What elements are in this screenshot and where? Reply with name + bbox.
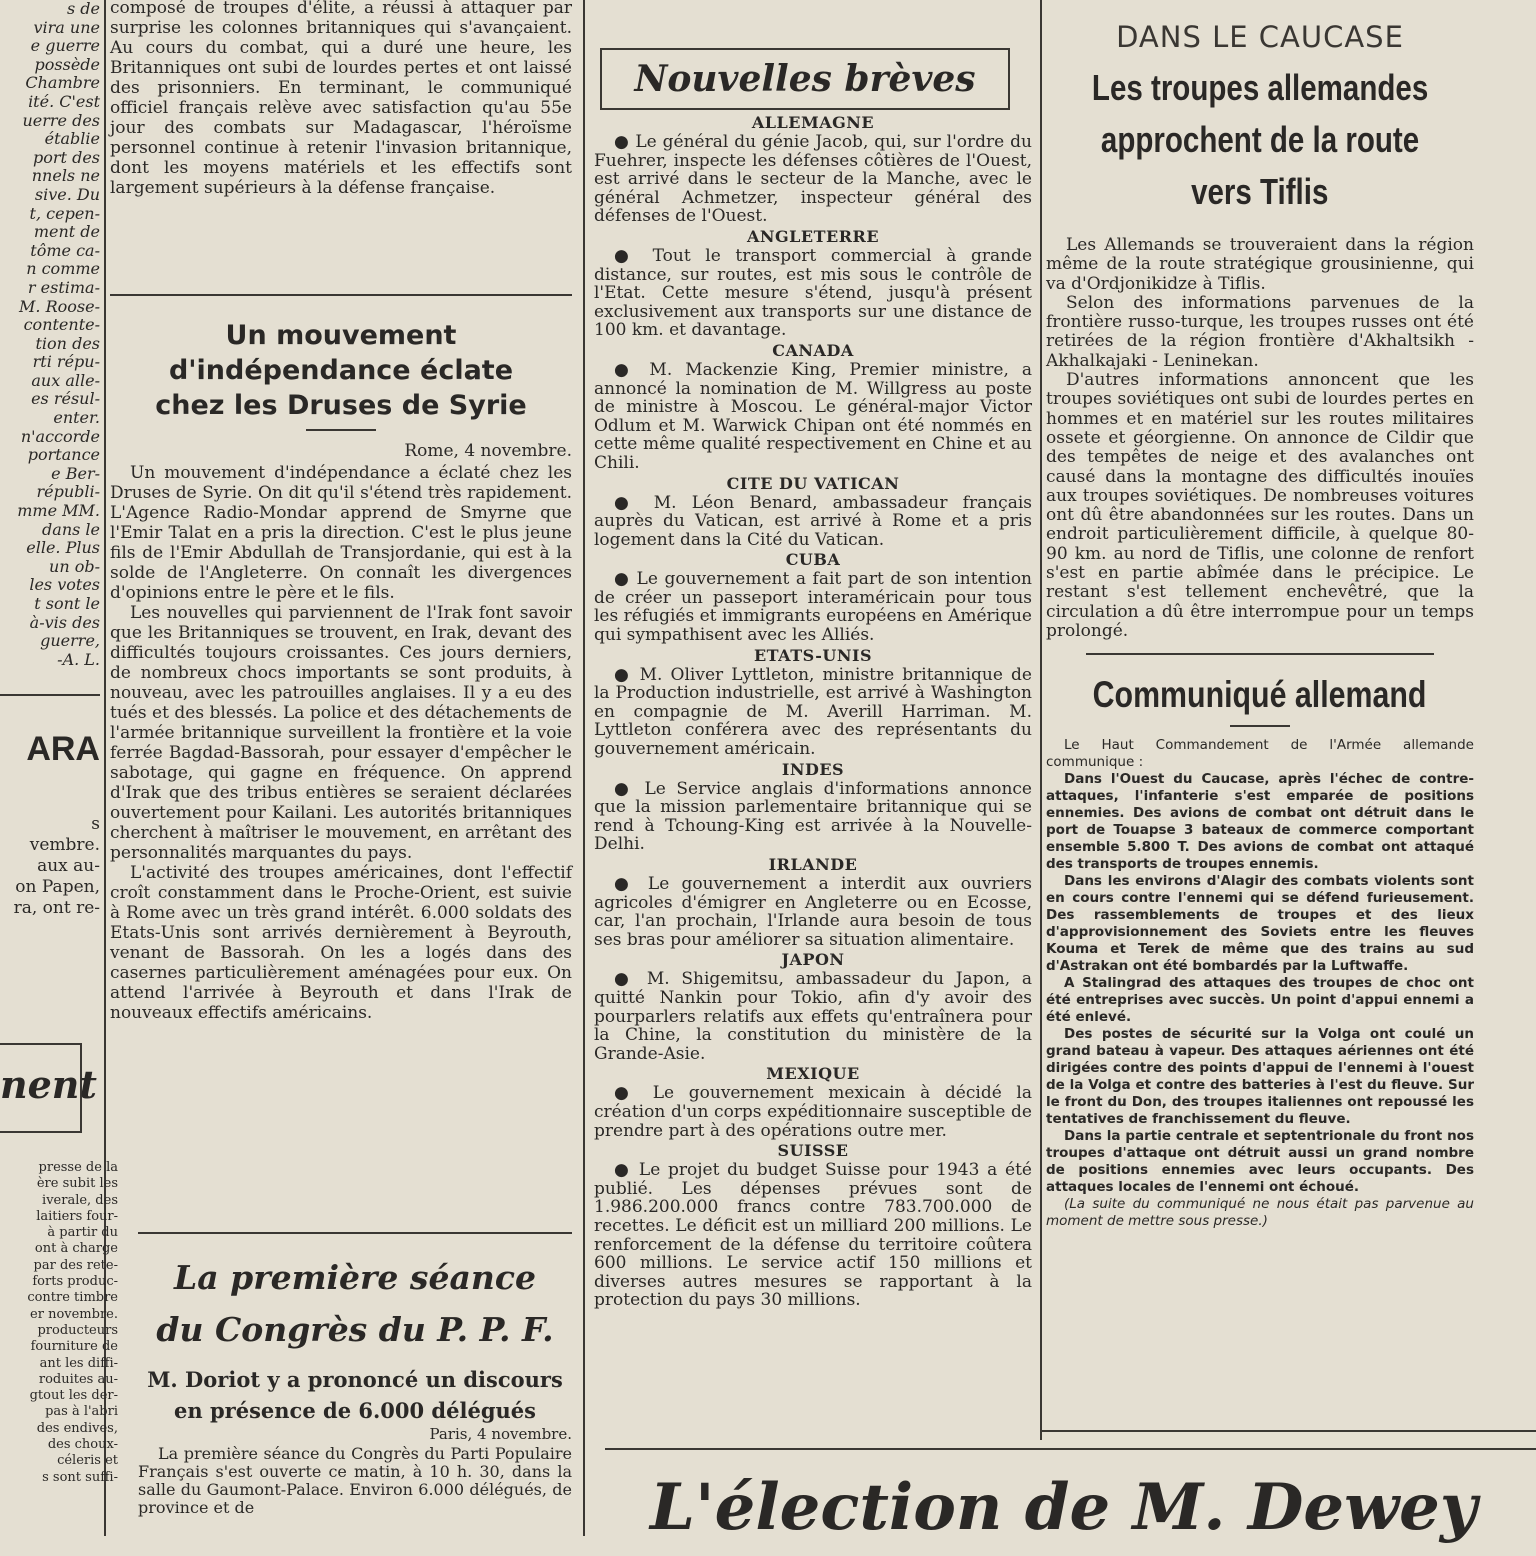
article-paragraph: L'activité des troupes américaines, dont l'effectif croît constamment dans le Proche-Orient, est suivie à Rome avec un très grand intérêt. 6.000 soldats des Etats-Unis sont arrivés dernièrement à Beyrouth, venant de Bassorah. On les a logés dans des casernes particulièrement aménagées pour eux. On attend l'arrivée à Beyrouth et dans l'Irak de nouveaux effectifs américains. [110, 863, 572, 1023]
article-paragraph: Les nouvelles qui parviennent de l'Irak font savoir que les Britanniques se trouvent, en Irak, devant des difficultés toujours croissantes. Ces jours derniers, de nombreux chocs importants se sont produits, à nouveau, avec les patrouilles anglaises. Il y a eu des tués et des blessés. La police et des détachements de l'armée britannique surveillent la frontière et la voie ferrée Bagdad-Bassorah, pour essayer d'empêcher le sabotage, qui gagne en fréquence. On apprend d'Irak que des tribus entières se seraient déclarées ouvertement pour Kailani. Les autorités britanniques cherchent à maîtriser le mouvement, en arrêtant des personnalités marquantes du pays. [110, 603, 572, 863]
caucase-headline-line: vers Tiflis [1191, 171, 1329, 212]
left-column [0, 0, 118, 1536]
brief-country: ANGLETERRE [746, 226, 880, 246]
ppf-title [138, 1252, 572, 1356]
article-paragraph: Les Allemands se trouveraient dans la région même de la route stratégique grousinienne, qui va d'Ordjonikidze à Tiflis. [1046, 235, 1474, 294]
druses-article [110, 318, 572, 1023]
brief-country: ETATS-UNIS [753, 645, 873, 665]
communique-paragraph: Des postes de sécurité sur la Volga ont coulé un grand bateau à vapeur. Des attaques aériennes ont été dirigées contre des points d'appui de l'ennemi à l'ouest de la Volga et contre des batteries à l'est du fleuve. Sur le front du Don, des troupes italiennes ont repoussé les tentatives de franchissement du fleuve. [1046, 1026, 1474, 1128]
text-line: on Papen, [15, 877, 100, 897]
ppf-article [138, 1252, 572, 1517]
ppf-subtitle-line: en présence de 6.000 délégués [174, 1398, 536, 1423]
text-line: sive. Du [34, 184, 100, 204]
brief-country: CUBA [785, 550, 841, 570]
brief-text: ● Le gouvernement a interdit aux ouvriers agricoles d'émigrer en Angleterre ou en Ecosse, car, l'an prochain, l'Irlande aura besoin de tous ses bras pour améliorer sa situation alimentaire. [594, 874, 1032, 950]
article-paragraph: Un mouvement d'indépendance a éclaté chez les Druses de Syrie. On dit qu'il s'étend très rapidement. L'Agence Radio-Mondar apprend de Smyrne que l'Emir Talat en a pris la direction. C'est le plus jeune fils de l'Emir Abdullah de Transjordanie, qui est à la solde de l'Angleterre. On connaît les divergences d'opinions entre le père et le fils. [110, 463, 572, 603]
column-rule [583, 0, 585, 1536]
brief-text: ● M. Mackenzie King, Premier ministre, a annoncé la nomination de M. Willgress au poste de ministre à Moscou. Le général-major Victor Odlum et M. Warwick Chipan ont été nommés en cette même qualité respectivement en Chine et au Chili. [594, 359, 1032, 473]
briefs-column [588, 38, 1036, 1438]
text-line: un ob- [49, 556, 100, 576]
druses-title-line: Un mouvement [225, 320, 457, 351]
brief-country: CITE DU VATICAN [726, 473, 900, 493]
brief-text: ● Tout le transport commercial à grande distance, sur routes, est mis sous le contrôle de l'Etat. Cette mesure s'étend, jusqu'à présent exclusivement aux transports sur une distance de 100 km. et davantage. [594, 245, 1032, 341]
title-dash [1230, 725, 1290, 727]
text-line: r estima- [27, 277, 100, 297]
text-line: mme MM. [17, 501, 100, 521]
text-line: s sont suffi- [42, 1469, 118, 1485]
horizontal-rule [1086, 653, 1434, 655]
text-line: tion des [35, 333, 100, 353]
text-line: des choux- [47, 1437, 118, 1453]
brief-country: ALLEMAGNE [751, 113, 875, 132]
caucase-headline-line: Les troupes allemandes [1091, 67, 1429, 108]
caucase-column [1046, 0, 1474, 1425]
communique-title-text: Communiqué allemand [1093, 674, 1427, 716]
text-line: ère subit les [36, 1176, 118, 1192]
brief-country: INDES [781, 759, 845, 779]
text-line: contente- [23, 315, 100, 335]
caucase-kicker: DANS LE CAUCASE [1116, 20, 1404, 54]
text-line: er novembre. [30, 1306, 118, 1322]
caucase-headline [1046, 62, 1474, 218]
brief-country: IRLANDE [768, 855, 858, 874]
ara-lines [0, 814, 100, 919]
text-line: enter. [53, 408, 100, 428]
dateline: Paris, 4 novembre. [429, 1425, 572, 1443]
brief-country: SUISSE [777, 1141, 849, 1161]
brief-text: ● Le gouvernement mexicain à décidé la création d'un corps expéditionnaire susceptible de prendre part à des opérations outre mer. [594, 1083, 1032, 1141]
text-line: t sont le [34, 594, 100, 613]
text-line: s de [66, 0, 100, 18]
text-line: pas à l'abri [45, 1404, 118, 1420]
text-line: tôme ca- [30, 240, 100, 260]
text-line: des endives, [36, 1420, 118, 1436]
column-rule [1040, 0, 1042, 1440]
communique-paragraph: Dans l'Ouest du Caucase, après l'échec de contre-attaques, l'infanterie s'est emparée de positions ennemies. Des avions de combat ont détruit dans le port de Touapse 3 bateaux de commerce comportant ensemble 5.800 T. Des avions de combat ont attaqué des transports de troupes ennemis. [1046, 771, 1474, 873]
text-line: gtout les der- [29, 1388, 118, 1404]
text-line: ont à charge [34, 1241, 118, 1257]
text-line: laitiers four- [36, 1208, 118, 1224]
text-line: à partir du [47, 1225, 118, 1241]
ppf-title-line: La première séance [174, 1258, 536, 1297]
text-line: forts produc- [32, 1274, 118, 1290]
druses-column [110, 0, 572, 1536]
text-line: dans le [42, 519, 100, 539]
text-line: M. Roose- [19, 296, 100, 316]
text-line: uerre des [22, 110, 100, 130]
text-line: port des [33, 147, 100, 167]
horizontal-rule [0, 694, 100, 696]
article-paragraph: La première séance du Congrès du Parti Populaire Français s'est ouverte ce matin, à 10 h. 30, dans la salle du Gaumont-Palace. Environ 6.000 délégués, de province et de [138, 1444, 572, 1517]
ppf-subtitle [138, 1364, 572, 1426]
horizontal-rule [1040, 1430, 1536, 1432]
text-line: aux alle- [31, 370, 100, 390]
text-line: roduites au- [38, 1371, 118, 1387]
text-line: n comme [26, 259, 100, 279]
brief-text: ● Le gouvernement a fait part de son intention de créer un passeport interaméricain pour tous les réfugiés et immigrants européens en Amérique qui sympathisent avec les Alliés. [594, 569, 1032, 646]
brief-text: ● Le général du génie Jacob, qui, sur l'ordre du Fuehrer, inspecte les défenses côtières de l'Ouest, est arrivé dans le secteur de la Manche, avec le général Achmetzer, inspecteur général des défenses de l'Ouest. [594, 132, 1032, 227]
text-line: vembre. [29, 835, 100, 855]
article-paragraph: Selon des informations parvenues de la frontière russo-turque, les troupes russes ont été retirées de la région frontière d'Akhaltsikh - Akhalkajaki - Leninekan. [1046, 292, 1474, 371]
text-line: ité. C'est [28, 91, 100, 111]
brief-country: JAPON [781, 950, 845, 970]
text-line: par des rete- [33, 1257, 118, 1273]
druses-title-line: d'indépendance éclate [168, 355, 514, 386]
ment-heading: nent [0, 1062, 97, 1107]
brief-country: MEXIQUE [766, 1064, 860, 1084]
dateline: Rome, 4 novembre. [404, 441, 572, 461]
dewey-headline: L'élection de M. Dewey [650, 1470, 1478, 1545]
caucase-headline-line: approchent de la route [1100, 119, 1420, 160]
text-line: aux au- [37, 856, 100, 876]
text-line: à-vis des [29, 612, 100, 632]
text-line: guerre, [40, 631, 100, 651]
brief-text: ● Le projet du budget Suisse pour 1943 a été publié. Les dépenses prévues sont de 1.986.200.000 francs contre 783.700.000 de recettes. Le déficit est un milliard 200 millions. Le renforcement de la défense du territoire coûtera 600 millions. Le service actif 150 millions et diverses autres mesures se rapportant à la protection du pays 30 millions. [594, 1160, 1032, 1311]
text-line: fourniture de [30, 1339, 118, 1355]
text-line: possède [34, 54, 100, 74]
brief-text: ● Le Service anglais d'informations annonce que la mission parlementaire britannique qui se rend à Tchoung-King est arrivée à la Nouvelle-Delhi. [594, 778, 1032, 855]
briefs-list [588, 110, 1036, 1310]
text-line: iverale, des [42, 1192, 118, 1208]
text-line: républi- [36, 482, 100, 502]
article-paragraph: D'autres informations annoncent que les troupes soviétiques ont subi de lourdes pertes en hommes et en matériel sur les routes militaires ossete et géorgienne. On annonce de Cildir que des tempêtes de neige et des avalanches ont causé dans la montagne des difficultés inouïes aux troupes soviétiques. De nombreuses voitures ont dû être abandonnées sur les routes. Dans un endroit particulièrement difficile, à quelque 80-90 km. au nord de Tiflis, une colonne de renfort s'est en partie abîmée dans le précipice. Le restant s'est tellement enchevêtré, que la circulation a dû être interrompue pour un temps prolongé. [1046, 370, 1474, 641]
text-line: Chambre [25, 73, 100, 93]
text-line: les votes [29, 575, 100, 595]
briefs-title: Nouvelles brèves [634, 58, 976, 100]
horizontal-rule [138, 1232, 572, 1234]
text-line: t, cepen- [29, 203, 100, 223]
text-line: établie [44, 129, 100, 149]
communique-title [1046, 671, 1474, 719]
brief-text: ● M. Léon Benard, ambassadeur français auprès du Vatican, est arrivé à Rome et a pris logement dans la Cité du Vatican. [594, 492, 1032, 550]
text-line: producteurs [37, 1322, 118, 1338]
text-line: elle. Plus [26, 538, 100, 558]
text-line: ant les diffi- [39, 1355, 118, 1371]
communique-paragraph: A Stalingrad des attaques des troupes de choc ont été entreprises avec succès. Un point d'appui ennemi a été enlevé. [1046, 975, 1474, 1026]
text-line: ment de [33, 222, 100, 242]
communique-paragraph: Dans les environs d'Alagir des combats violents sont en cours contre l'ennemi qui se défend furieusement. Des rassemblements de troupes et des lieux d'approvisionnement des Soviets entre les fleuves Kouma et Terek de même que des trains au sud d'Astrakan ont été bombardés par la Luftwaffe. [1046, 873, 1474, 975]
communique-paragraph: Le Haut Commandement de l'Armée allemande communique : [1046, 737, 1474, 771]
brief-country: CANADA [772, 340, 854, 360]
communique-note: (La suite du communiqué ne nous était pas parvenue au moment de mettre sous presse.) [1046, 1196, 1474, 1230]
text-line: -A. L. [57, 649, 100, 669]
text-line: portance [27, 445, 100, 465]
ppf-subtitle-line: M. Doriot y a prononcé un discours [147, 1367, 563, 1392]
left-bottom-lines [0, 1160, 118, 1486]
brief-text: ● M. Shigemitsu, ambassadeur du Japon, a quitté Nankin pour Tokio, afin d'y avoir des pourparlers relatifs aux effets qu'entraînera pour la Chine, la constitution du ministère de la Grande-Asie. [594, 969, 1032, 1064]
communique-paragraph: Dans la partie centrale et septentrionale du front nos troupes d'attaque ont détruit aussi un grand nombre de positions ennemies avec leurs occupants. Des attaques locales de l'ennemi ont échoué. [1046, 1128, 1474, 1196]
ppf-title-line: du Congrès du P. P. F. [156, 1310, 554, 1349]
text-line: presse de la [38, 1160, 118, 1175]
title-dash [306, 429, 376, 431]
text-line: ra, ont re- [13, 898, 100, 918]
communique-body [1046, 737, 1474, 1230]
text-line: s [91, 814, 100, 834]
text-line: es résul- [31, 389, 100, 409]
text-line: n'accorde [20, 426, 100, 446]
text-line: nnels ne [31, 166, 100, 186]
horizontal-rule [110, 294, 572, 296]
text-line: céleris et [57, 1453, 118, 1469]
left-column-lines [0, 0, 100, 669]
brief-text: ● M. Oliver Lyttleton, ministre britannique de la Production industrielle, est arrivé à Washington en compagnie de M. Averill Harriman. M. Lyttleton conférera avec des représentants du gouvernement américain. [594, 664, 1032, 760]
horizontal-rule [605, 1448, 1536, 1450]
text-line: e guerre [30, 36, 100, 56]
text-line: contre timbre [27, 1290, 118, 1306]
briefs-title-box [600, 48, 1010, 110]
text-line: rti répu- [32, 352, 100, 372]
ara-heading: ARA [26, 730, 100, 768]
madagascar-text: composé de troupes d'élite, a réussi à attaquer par surprise les colonnes britanniques qui s'avançaient. Au cours du combat, qui a duré une heure, les Britanniques ont subi de lourdes pertes et ont laissé des prisonniers. En terminant, le communiqué officiel français relève avec satisfaction qu'au 55e jour des combats sur Madagascar, l'héroïsme personnel continue à retenir l'invasion britannique, dont les moyens matériels et les effectifs sont largement supérieurs à la défense française. [110, 0, 572, 198]
text-line: e Ber- [51, 463, 100, 483]
druses-title [110, 318, 572, 423]
druses-title-line: chez les Druses de Syrie [155, 390, 527, 421]
text-line: vira une [33, 17, 100, 37]
